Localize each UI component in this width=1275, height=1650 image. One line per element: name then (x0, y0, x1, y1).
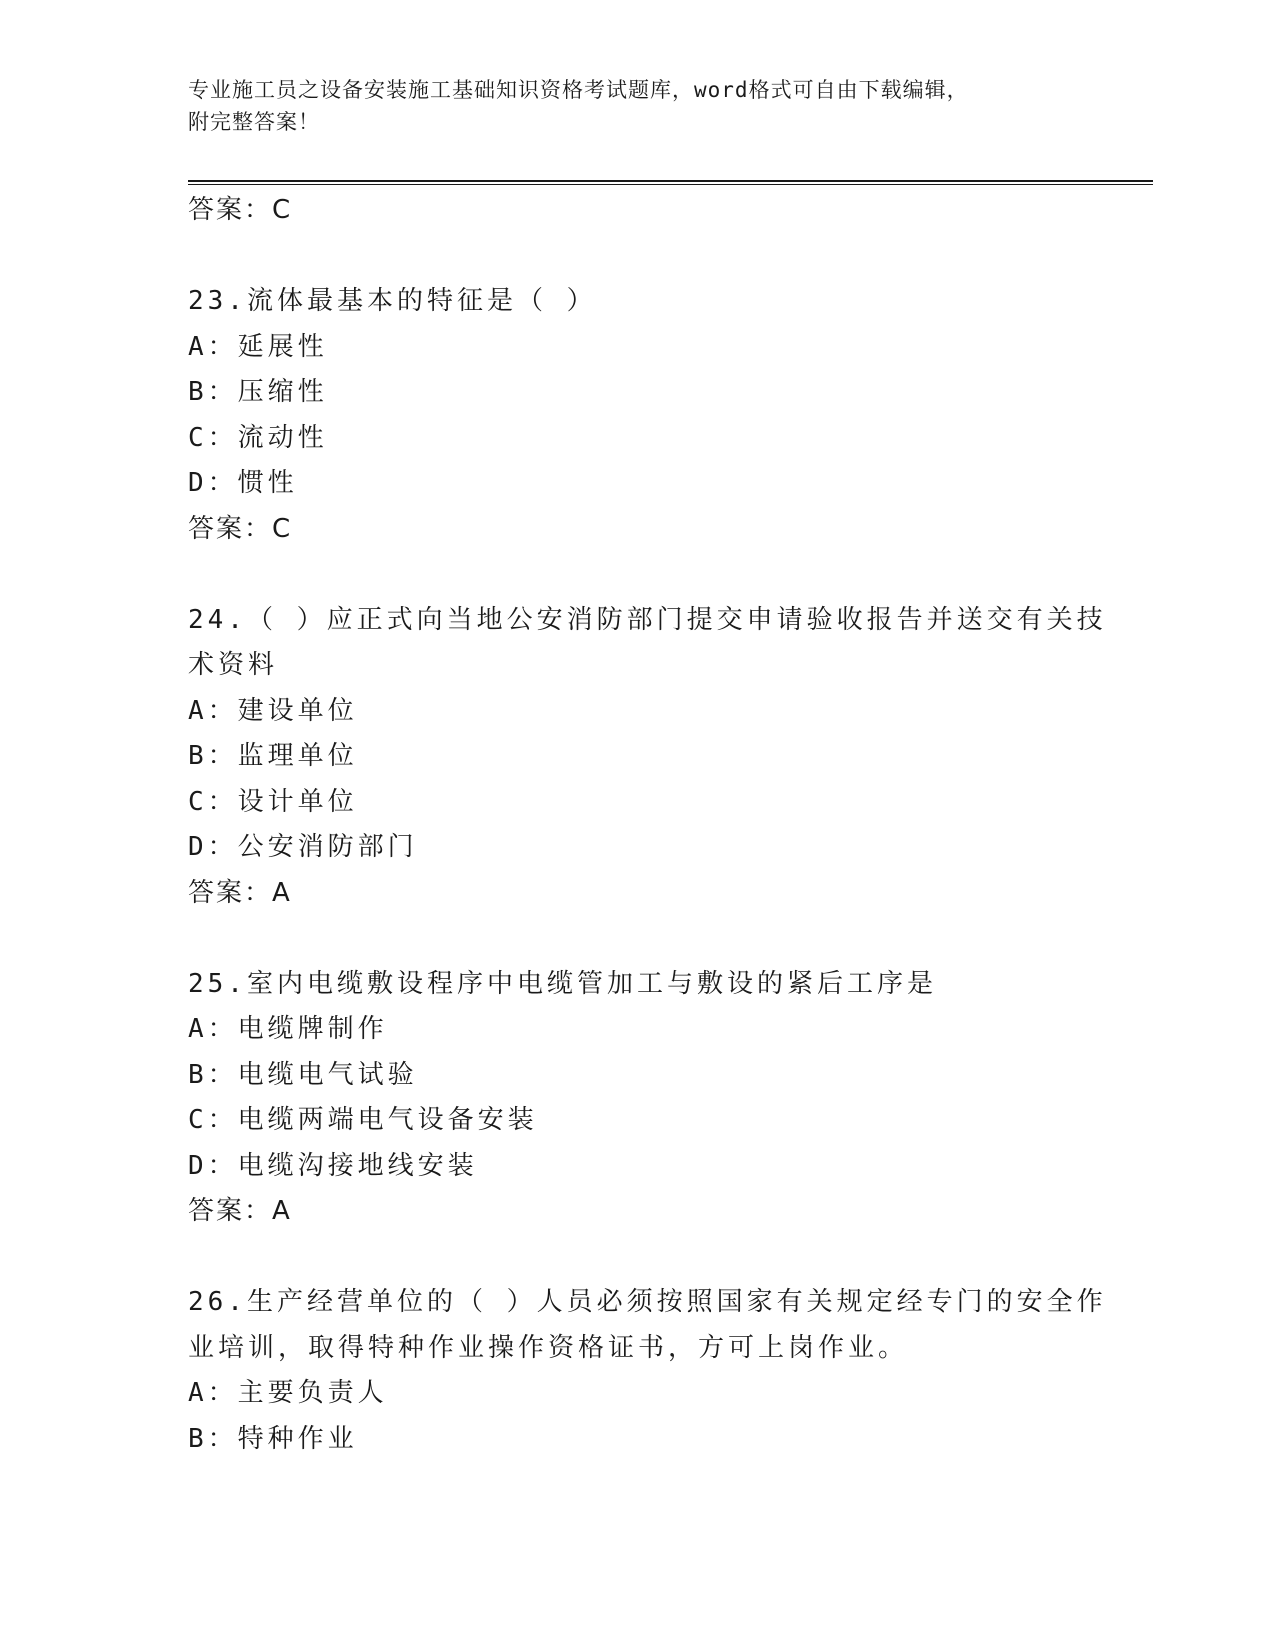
answer: 答案：A (188, 877, 292, 908)
header-divider-thin (188, 184, 1153, 185)
question-stem: 25.室内电缆敷设程序中电缆管加工与敷设的紧后工序是 (188, 968, 937, 999)
spacer (188, 1235, 1068, 1281)
option-a: A：延展性 (188, 331, 328, 362)
question-stem: 23.流体最基本的特征是（ ） (188, 286, 597, 316)
spacer (188, 234, 1068, 280)
option-d: D：电缆沟接地线安装 (188, 1150, 478, 1181)
option-d: D：公安消防部门 (188, 832, 418, 862)
question-stem: 26.生产经营单位的（ ）人员必须按照国家有关规定经专门的安全作 (188, 1287, 1107, 1317)
header-divider-thick (188, 180, 1153, 182)
question-26 (188, 1280, 1107, 1462)
option-c: C：设计单位 (188, 786, 358, 817)
option-d: D：惯性 (188, 468, 298, 498)
answer: 答案：A (188, 1196, 292, 1226)
question-25 (188, 962, 1068, 1235)
question-stem: 24.（ ）应正式向当地公安消防部门提交申请验收报告并送交有关技 (188, 604, 1107, 635)
option-a: A：电缆牌制作 (188, 1014, 388, 1044)
document-header (188, 74, 1068, 138)
answer: 答案：C (188, 513, 293, 544)
option-b: B：电缆电气试验 (188, 1059, 418, 1090)
question-23 (188, 279, 1068, 552)
spacer (188, 916, 1068, 962)
question-list (188, 188, 1107, 1462)
option-a: A：建设单位 (188, 695, 358, 726)
option-b: B：特种作业 (188, 1423, 358, 1454)
question-stem-continued: 业培训，取得特种作业操作资格证书，方可上岗作业。 (188, 1332, 909, 1363)
header-line-2: 附完整答案！ (188, 110, 320, 134)
question-stem-continued: 术资料 (188, 650, 279, 680)
option-a: A：主要负责人 (188, 1378, 388, 1408)
option-c: C：流动性 (188, 422, 328, 453)
header-line-1: 专业施工员之设备安装施工基础知识资格考试题库，word格式可自由下载编辑， (188, 78, 969, 102)
spacer (188, 552, 1068, 598)
option-c: C：电缆两端电气设备安装 (188, 1105, 538, 1135)
option-b: B：压缩性 (188, 377, 328, 407)
answer-previous: 答案：C (188, 195, 293, 225)
question-24 (188, 598, 1107, 917)
option-b: B：监理单位 (188, 741, 358, 771)
